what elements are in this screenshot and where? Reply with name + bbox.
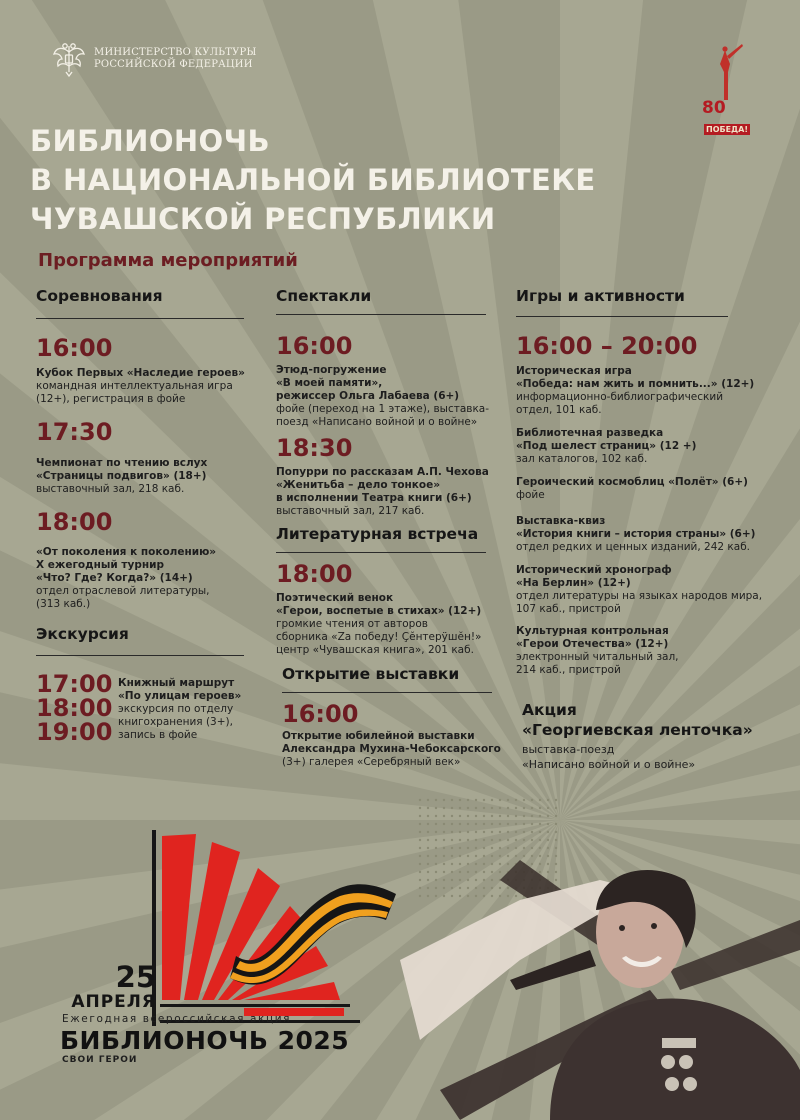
halftone-dot bbox=[507, 815, 509, 817]
event-title: в исполнении Театра книги (6+) bbox=[276, 492, 472, 504]
event-card bbox=[276, 466, 489, 518]
halftone-dot bbox=[491, 823, 493, 825]
date-month: АПРЕЛЯ bbox=[71, 992, 156, 1012]
event-desc: запись в фойе bbox=[118, 729, 198, 741]
event-time: 16:00 bbox=[282, 700, 359, 728]
halftone-dot bbox=[491, 831, 493, 833]
main-title-line: ЧУВАШСКОЙ РЕСПУБЛИКИ bbox=[30, 202, 496, 236]
halftone-dot bbox=[539, 831, 541, 833]
event-time: 18:30 bbox=[276, 434, 353, 462]
event-card bbox=[516, 476, 748, 502]
halftone-dot bbox=[547, 823, 549, 825]
halftone-dot bbox=[515, 823, 517, 825]
halftone-dot bbox=[435, 831, 437, 833]
victory-monument-icon bbox=[708, 42, 744, 100]
event-card bbox=[516, 564, 762, 616]
event-title: Поэтический венок bbox=[276, 592, 394, 604]
date-block bbox=[60, 962, 156, 1012]
halftone-dot bbox=[507, 831, 509, 833]
event-title: «От поколения к поколению» bbox=[36, 546, 217, 558]
ministry-line: РОССИЙСКОЙ ФЕДЕРАЦИИ bbox=[94, 59, 253, 70]
halftone-dot bbox=[451, 815, 453, 817]
halftone-dot bbox=[459, 799, 461, 801]
event-time: 19:00 bbox=[36, 718, 113, 746]
event-card bbox=[516, 427, 696, 466]
halftone-dot bbox=[483, 823, 485, 825]
halftone-dot bbox=[531, 831, 533, 833]
halftone-dot bbox=[491, 807, 493, 809]
event-card bbox=[276, 592, 481, 657]
action-desc: выставка-поезд bbox=[522, 743, 615, 756]
halftone-dot bbox=[515, 831, 517, 833]
performances-heading: Спектакли bbox=[276, 287, 372, 305]
games-heading: Игры и активности bbox=[516, 287, 685, 305]
event-title: «История книги – история страны» (6+) bbox=[516, 528, 756, 540]
halftone-dot bbox=[539, 823, 541, 825]
exhibition-heading: Открытие выставки bbox=[282, 665, 460, 683]
event-card bbox=[516, 515, 755, 554]
event-desc: книгохранения (3+), bbox=[118, 716, 233, 728]
exhibition-divider bbox=[282, 692, 492, 693]
event-card bbox=[36, 546, 216, 611]
event-desc: командная интеллектуальная игра bbox=[36, 380, 233, 392]
halftone-dot bbox=[547, 807, 549, 809]
halftone-dot bbox=[443, 815, 445, 817]
halftone-dot bbox=[451, 807, 453, 809]
literary-heading: Литературная встреча bbox=[276, 525, 479, 543]
event-time: 16:00 bbox=[276, 332, 353, 360]
event-desc: громкие чтения от авторов bbox=[276, 618, 428, 630]
halftone-dot bbox=[499, 823, 501, 825]
event-time: 17:30 bbox=[36, 418, 113, 446]
halftone-dot bbox=[435, 807, 437, 809]
event-title: Чемпионат по чтению вслух bbox=[36, 457, 208, 469]
competitions-divider bbox=[36, 318, 244, 319]
halftone-dot bbox=[515, 815, 517, 817]
main-title-line: БИБЛИОНОЧЬ bbox=[30, 124, 270, 158]
halftone-dot bbox=[475, 823, 477, 825]
event-desc: отдел литературы на языках народов мира, bbox=[516, 590, 763, 602]
halftone-dot bbox=[547, 815, 549, 817]
halftone-dot bbox=[499, 807, 501, 809]
event-desc: информационно-библиографический bbox=[516, 391, 724, 403]
halftone-dot bbox=[451, 823, 453, 825]
halftone-dot bbox=[419, 807, 421, 809]
halftone-dot bbox=[435, 815, 437, 817]
bibliotnoch-emblem bbox=[140, 828, 400, 1038]
halftone-dot bbox=[547, 799, 549, 801]
halftone-dot bbox=[451, 799, 453, 801]
halftone-dot bbox=[475, 815, 477, 817]
event-title: Библиотечная разведка bbox=[516, 427, 664, 439]
event-card bbox=[282, 730, 501, 769]
halftone-dot bbox=[555, 823, 557, 825]
logo-caption: Ежегодная всероссийская акция bbox=[62, 1013, 292, 1025]
double-eagle-emblem-icon bbox=[52, 40, 86, 78]
halftone-dot bbox=[467, 823, 469, 825]
event-title: Попурри по рассказам А.П. Чехова bbox=[276, 466, 489, 478]
halftone-dot bbox=[499, 831, 501, 833]
event-title: Кубок Первых «Наследие героев» bbox=[36, 367, 245, 379]
halftone-dot bbox=[523, 823, 525, 825]
event-title: X ежегодный турнир bbox=[36, 559, 164, 571]
event-card bbox=[118, 677, 241, 742]
main-title-line: В НАЦИОНАЛЬНОЙ БИБЛИОТЕКЕ bbox=[30, 163, 596, 197]
event-time: 16:00 – 20:00 bbox=[516, 332, 698, 360]
event-title: «Герои Отечества» (12+) bbox=[516, 638, 669, 650]
halftone-dot bbox=[523, 815, 525, 817]
action-block bbox=[522, 700, 753, 772]
event-desc: (313 каб.) bbox=[36, 598, 91, 610]
logo-name: БИБЛИОНОЧЬ 2025 bbox=[60, 1026, 350, 1055]
event-title: «По улицам героев» bbox=[118, 690, 242, 702]
halftone-dot bbox=[555, 815, 557, 817]
event-title: «Что? Где? Когда?» (14+) bbox=[36, 572, 193, 584]
halftone-dot bbox=[475, 807, 477, 809]
halftone-dot bbox=[547, 831, 549, 833]
halftone-dot bbox=[419, 799, 421, 801]
event-desc: электронный читальный зал, bbox=[516, 651, 679, 663]
event-title: Этюд-погружение bbox=[276, 364, 387, 376]
event-title: Выставка-квиз bbox=[516, 515, 606, 527]
halftone-dot bbox=[459, 815, 461, 817]
event-desc: центр «Чувашская книга», 201 каб. bbox=[276, 644, 474, 656]
halftone-dot bbox=[531, 807, 533, 809]
halftone-dot bbox=[419, 823, 421, 825]
halftone-dot bbox=[499, 815, 501, 817]
halftone-dot bbox=[491, 799, 493, 801]
halftone-dot bbox=[531, 815, 533, 817]
event-title: режиссер Ольга Лабаева (6+) bbox=[276, 390, 460, 402]
halftone-dot bbox=[531, 823, 533, 825]
games-divider bbox=[516, 316, 728, 317]
halftone-dot bbox=[523, 831, 525, 833]
performances-divider bbox=[276, 314, 486, 315]
halftone-dot bbox=[467, 799, 469, 801]
halftone-dot bbox=[539, 815, 541, 817]
event-card bbox=[276, 364, 489, 429]
halftone-dot bbox=[491, 815, 493, 817]
badge-80: 80 bbox=[702, 98, 726, 118]
halftone-dot bbox=[427, 807, 429, 809]
halftone-dot bbox=[483, 815, 485, 817]
halftone-dot bbox=[555, 831, 557, 833]
event-time: 18:00 bbox=[36, 508, 113, 536]
halftone-dot bbox=[443, 807, 445, 809]
event-title: «Под шелест страниц» (12 +) bbox=[516, 440, 697, 452]
halftone-dot bbox=[427, 823, 429, 825]
event-card bbox=[36, 457, 207, 496]
halftone-dot bbox=[459, 831, 461, 833]
event-title: Открытие юбилейной выставки bbox=[282, 730, 475, 742]
halftone-dot bbox=[531, 799, 533, 801]
halftone-dot bbox=[427, 815, 429, 817]
logo-slogan: СВОИ ГЕРОИ bbox=[62, 1055, 138, 1065]
halftone-dot bbox=[459, 823, 461, 825]
halftone-dot bbox=[523, 799, 525, 801]
halftone-dot bbox=[427, 799, 429, 801]
halftone-dot bbox=[555, 807, 557, 809]
event-title: «Страницы подвигов» (18+) bbox=[36, 470, 207, 482]
event-desc: экскурсия по отделу bbox=[118, 703, 234, 715]
event-title: «В моей памяти», bbox=[276, 377, 383, 389]
event-title: Историческая игра bbox=[516, 365, 632, 377]
badge-pobeda: ПОБЕДА! bbox=[706, 125, 749, 134]
halftone-dot bbox=[467, 807, 469, 809]
event-desc: фойе bbox=[516, 489, 545, 501]
excursion-heading: Экскурсия bbox=[36, 625, 129, 643]
halftone-dot bbox=[475, 831, 477, 833]
halftone-dot bbox=[507, 823, 509, 825]
halftone-dot bbox=[483, 807, 485, 809]
action-title: «Георгиевская ленточка» bbox=[522, 721, 753, 739]
event-title: «Герои, воспетые в стихах» (12+) bbox=[276, 605, 482, 617]
event-title: Книжный маршрут bbox=[118, 677, 235, 689]
halftone-dot bbox=[507, 799, 509, 801]
main-title bbox=[30, 122, 730, 239]
halftone-dot bbox=[467, 831, 469, 833]
excursion-divider bbox=[36, 655, 244, 656]
event-time: 17:00 bbox=[36, 670, 113, 698]
event-desc: выставочный зал, 218 каб. bbox=[36, 483, 185, 495]
event-desc: зал каталогов, 102 каб. bbox=[516, 453, 648, 465]
halftone-dot bbox=[427, 831, 429, 833]
event-desc: отдел отраслевой литературы, bbox=[36, 585, 210, 597]
halftone-dot bbox=[483, 799, 485, 801]
action-desc: «Написано войной и о войне» bbox=[522, 758, 696, 771]
literary-divider bbox=[276, 552, 486, 553]
halftone-dot bbox=[539, 799, 541, 801]
program-title: Программа мероприятий bbox=[38, 250, 298, 271]
event-desc: поезд «Написано войной и о войне» bbox=[276, 416, 478, 428]
event-desc: (3+) галерея «Серебряный век» bbox=[282, 756, 461, 768]
event-desc: 107 каб., пристрой bbox=[516, 603, 621, 615]
halftone-dot bbox=[499, 799, 501, 801]
competitions-heading: Соревнования bbox=[36, 287, 163, 305]
event-card bbox=[516, 365, 754, 417]
halftone-dot bbox=[459, 807, 461, 809]
event-time: 18:00 bbox=[36, 694, 113, 722]
halftone-dot bbox=[515, 807, 517, 809]
halftone-dot bbox=[467, 815, 469, 817]
event-time: 16:00 bbox=[36, 334, 113, 362]
event-title: «Победа: нам жить и помнить...» (12+) bbox=[516, 378, 755, 390]
action-title: Акция bbox=[522, 701, 577, 719]
halftone-dot bbox=[435, 823, 437, 825]
ministry-line: МИНИСТЕРСТВО КУЛЬТУРЫ bbox=[94, 47, 257, 58]
event-card bbox=[36, 367, 245, 406]
event-desc: отдел редких и ценных изданий, 242 каб. bbox=[516, 541, 751, 553]
halftone-dot bbox=[539, 807, 541, 809]
halftone-dot bbox=[483, 831, 485, 833]
event-desc: отдел, 101 каб. bbox=[516, 404, 602, 416]
event-desc: 214 каб., пристрой bbox=[516, 664, 621, 676]
ministry-logo bbox=[52, 40, 257, 78]
event-title: «Женитьба – дело тонкое» bbox=[276, 479, 441, 491]
event-title: Исторический хронограф bbox=[516, 564, 672, 576]
event-title: Героический космоблиц «Полёт» (6+) bbox=[516, 476, 748, 488]
ministry-name bbox=[94, 47, 257, 71]
event-title: «На Берлин» (12+) bbox=[516, 577, 631, 589]
event-desc: выставочный зал, 217 каб. bbox=[276, 505, 425, 517]
halftone-dot bbox=[419, 815, 421, 817]
event-time: 18:00 bbox=[276, 560, 353, 588]
event-title: Александра Мухина-Чебоксарского bbox=[282, 743, 501, 755]
halftone-dot bbox=[451, 831, 453, 833]
halftone-dot bbox=[523, 807, 525, 809]
halftone-dot bbox=[435, 799, 437, 801]
event-desc: (12+), регистрация в фойе bbox=[36, 393, 186, 405]
date-day: 25 bbox=[115, 960, 156, 994]
excursion-times bbox=[36, 672, 112, 744]
halftone-dot bbox=[443, 799, 445, 801]
halftone-dot bbox=[515, 799, 517, 801]
event-desc: фойе (переход на 1 этаже), выставка- bbox=[276, 403, 490, 415]
event-title: Культурная контрольная bbox=[516, 625, 669, 637]
halftone-dot bbox=[507, 807, 509, 809]
halftone-dot bbox=[475, 799, 477, 801]
pilot-photo bbox=[400, 840, 800, 1120]
event-desc: сборника «Zа победу! Çĕнтерÿшĕн!» bbox=[276, 631, 482, 643]
halftone-dot bbox=[443, 823, 445, 825]
halftone-dot bbox=[443, 831, 445, 833]
halftone-dot bbox=[555, 799, 557, 801]
event-card bbox=[516, 625, 679, 677]
halftone-dot bbox=[419, 831, 421, 833]
